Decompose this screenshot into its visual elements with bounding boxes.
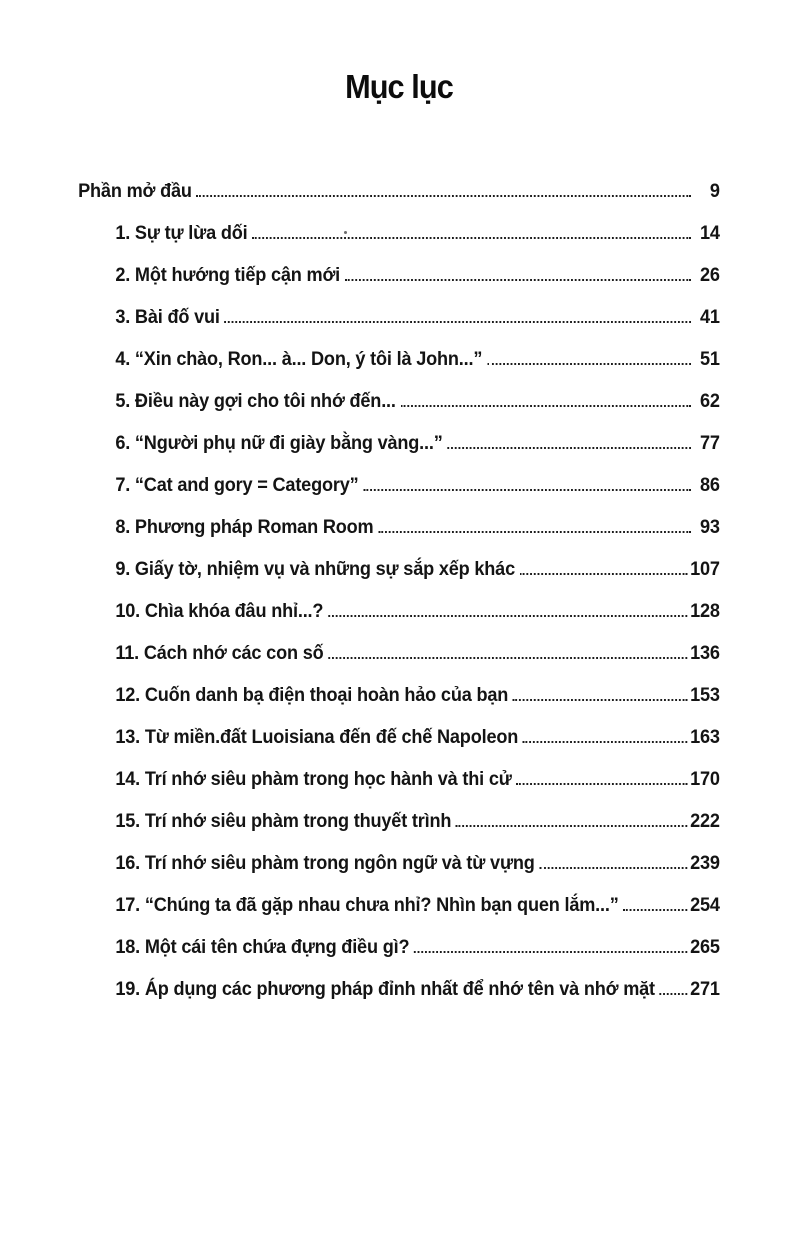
toc-entry-page-number: 93 bbox=[700, 516, 720, 538]
toc-entry-label: 17. “Chúng ta đã gặp nhau chưa nhỉ? Nhìn bạn quen lắm...” bbox=[115, 894, 619, 916]
toc-entry-label: 4. “Xin chào, Ron... à... Don, ý tôi là John...” bbox=[115, 348, 483, 370]
toc-leader-dots bbox=[623, 909, 687, 911]
toc-entry-label: Phần mở đầu bbox=[78, 180, 192, 202]
toc-entry-label: 18. Một cái tên chứa đựng điều gì? bbox=[115, 936, 410, 958]
toc-entry-page-number: 163 bbox=[690, 726, 720, 748]
toc-leader-dots bbox=[378, 531, 691, 533]
toc-leader-dots bbox=[414, 951, 687, 953]
toc-entry-page-number: 170 bbox=[690, 768, 720, 790]
toc-entry-label: 13. Từ miền.đất Luoisiana đến đế chế Napoleon bbox=[115, 726, 519, 748]
toc-leader-dots bbox=[516, 783, 687, 785]
toc-entry-page-number: 41 bbox=[700, 306, 720, 328]
toc-entry-label: 7. “Cat and gory = Category” bbox=[115, 474, 359, 496]
toc-leader-dots bbox=[328, 657, 687, 659]
toc-entry bbox=[78, 810, 720, 852]
toc-entry-page-number: 51 bbox=[700, 348, 720, 370]
toc-leader-dots bbox=[447, 447, 691, 449]
toc-leader-dots bbox=[660, 993, 688, 995]
toc-entry bbox=[78, 474, 720, 516]
toc-leader-dots bbox=[363, 489, 691, 491]
toc-entry-label: 3. Bài đố vui bbox=[115, 306, 220, 328]
toc-entry-label: 1. Sự tự lừa dối bbox=[115, 222, 248, 244]
toc-entry-label: 16. Trí nhớ siêu phàm trong ngôn ngữ và từ vựng bbox=[115, 852, 535, 874]
toc-leader-dots bbox=[513, 699, 688, 701]
scan-speck bbox=[344, 231, 347, 234]
toc-entry-label: 19. Áp dụng các phương pháp đỉnh nhất để nhớ tên và nhớ mặt bbox=[115, 978, 655, 1000]
toc-entry-page-number: 14 bbox=[700, 222, 720, 244]
toc-leader-dots bbox=[523, 741, 688, 743]
toc-leader-dots bbox=[539, 867, 687, 869]
toc-list bbox=[78, 180, 720, 1020]
toc-entry-page-number: 271 bbox=[690, 978, 720, 1000]
toc-entry-page-number: 254 bbox=[690, 894, 720, 916]
toc-entry-label: 8. Phương pháp Roman Room bbox=[115, 516, 374, 538]
toc-entry bbox=[78, 222, 720, 264]
toc-entry-label: 9. Giấy tờ, nhiệm vụ và những sự sắp xếp khác bbox=[115, 558, 515, 580]
toc-entry bbox=[78, 600, 720, 642]
toc-entry-page-number: 265 bbox=[690, 936, 720, 958]
toc-entry-page-number: 153 bbox=[690, 684, 720, 706]
toc-leader-dots bbox=[456, 825, 687, 827]
toc-entry bbox=[78, 432, 720, 474]
toc-entry bbox=[78, 390, 720, 432]
toc-leader-dots bbox=[487, 363, 691, 365]
toc-entry-page-number: 62 bbox=[700, 390, 720, 412]
toc-leader-dots bbox=[328, 615, 687, 617]
toc-leader-dots bbox=[224, 321, 691, 323]
toc-entry bbox=[78, 852, 720, 894]
toc-entry-label: 11. Cách nhớ các con số bbox=[115, 642, 324, 664]
toc-leader-dots bbox=[520, 573, 688, 575]
toc-entry-label: 14. Trí nhớ siêu phàm trong học hành và thi cử bbox=[115, 768, 512, 790]
toc-entry bbox=[78, 642, 720, 684]
toc-entry-label: 6. “Người phụ nữ đi giày bằng vàng...” bbox=[115, 432, 443, 454]
toc-entry bbox=[78, 726, 720, 768]
toc-leader-dots bbox=[400, 405, 691, 407]
toc-leader-dots bbox=[252, 237, 691, 239]
toc-entry bbox=[78, 516, 720, 558]
toc-entry-page-number: 222 bbox=[690, 810, 720, 832]
toc-entry bbox=[78, 768, 720, 810]
toc-entry bbox=[78, 180, 720, 222]
toc-entry-label: 15. Trí nhớ siêu phàm trong thuyết trình bbox=[115, 810, 452, 832]
toc-entry bbox=[78, 978, 720, 1020]
toc-entry-page-number: 239 bbox=[690, 852, 720, 874]
toc-entry-label: 2. Một hướng tiếp cận mới bbox=[115, 264, 341, 286]
toc-entry bbox=[78, 306, 720, 348]
toc-entry-page-number: 107 bbox=[690, 558, 720, 580]
toc-entry-label: 12. Cuốn danh bạ điện thoại hoàn hảo của bạn bbox=[115, 684, 509, 706]
toc-entry-page-number: 128 bbox=[690, 600, 720, 622]
toc-entry bbox=[78, 936, 720, 978]
toc-entry-page-number: 9 bbox=[709, 180, 720, 202]
toc-leader-dots bbox=[196, 195, 691, 197]
page-title: Mục lục bbox=[345, 68, 453, 105]
toc-entry bbox=[78, 348, 720, 390]
toc-entry bbox=[78, 264, 720, 306]
toc-entry-label: 5. Điều này gợi cho tôi nhớ đến... bbox=[115, 390, 396, 412]
toc-entry-page-number: 26 bbox=[700, 264, 720, 286]
toc-entry bbox=[78, 894, 720, 936]
toc-leader-dots bbox=[345, 279, 691, 281]
toc-entry-page-number: 77 bbox=[700, 432, 720, 454]
toc-entry-page-number: 86 bbox=[700, 474, 720, 496]
toc-entry-page-number: 136 bbox=[690, 642, 720, 664]
toc-entry bbox=[78, 684, 720, 726]
toc-entry bbox=[78, 558, 720, 600]
toc-entry-label: 10. Chìa khóa đâu nhỉ...? bbox=[115, 600, 324, 622]
